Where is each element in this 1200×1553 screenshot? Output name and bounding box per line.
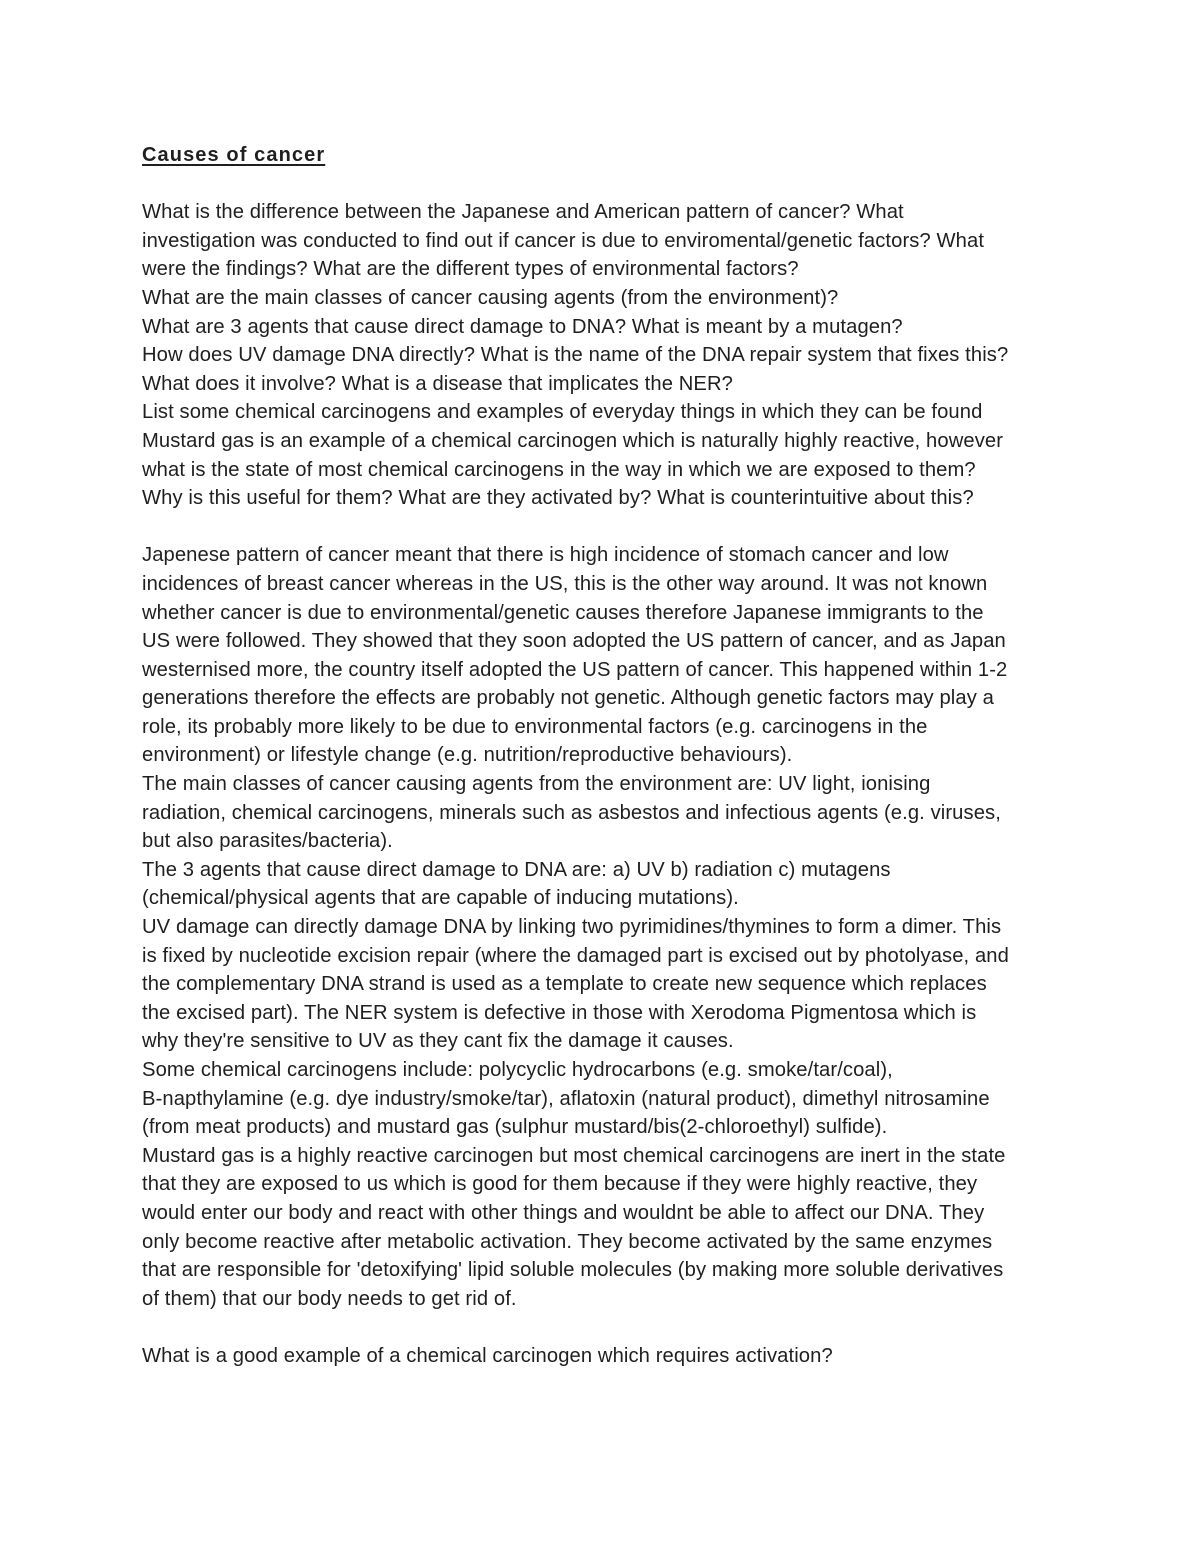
answer-line: Some chemical carcinogens include: polycyclic hydrocarbons (e.g. smoke/tar/coal), [142, 1059, 893, 1081]
answer-line: that they are exposed to us which is good for them because if they were highly reactive, they [142, 1173, 978, 1196]
questions-block [142, 198, 1072, 513]
answer-line: the excised part). The NER system is defective in those with Xerodoma Pigmentosa which is [142, 1001, 977, 1024]
answers-block [142, 541, 1072, 1313]
blank-line [142, 170, 1072, 199]
question-line: were the findings? What are the different types of environmental factors? [142, 258, 799, 281]
question-line: How does UV damage DNA directly? What is the name of the DNA repair system that fixes this? [142, 344, 1009, 367]
question-line: What does it involve? What is a disease that implicates the NER? [142, 372, 733, 395]
question-line: Why is this useful for them? What are they activated by? What is counterintuitive about this? [142, 487, 974, 510]
answer-line: B-napthylamine (e.g. dye industry/smoke/tar), aflatoxin (natural product), dimethyl nitrosamine [142, 1087, 990, 1110]
answer-line: that are responsible for 'detoxifying' lipid soluble molecules (by making more soluble derivatives [142, 1259, 1004, 1282]
question-line: What are the main classes of cancer causing agents (from the environment)? [142, 286, 839, 309]
answer-line: (from meat products) and mustard gas (sulphur mustard/bis(2-chloroethyl) sulfide). [142, 1116, 888, 1139]
answer-line: why they're sensitive to UV as they cant fix the damage it causes. [142, 1030, 734, 1053]
answer-line: The 3 agents that cause direct damage to DNA are: a) UV b) radiation c) mutagens [142, 858, 891, 881]
answer-line: environment) or lifestyle change (e.g. nutrition/reproductive behaviours). [142, 744, 793, 767]
question-line: Mustard gas is an example of a chemical carcinogen which is naturally highly reactive, however [142, 429, 1004, 452]
answer-line: incidences of breast cancer whereas in the US, this is the other way around. It was not known [142, 572, 988, 595]
answer-line: whether cancer is due to environmental/genetic causes therefore Japanese immigrants to the [142, 601, 984, 624]
question-line: what is the state of most chemical carcinogens in the way in which we are exposed to them? [142, 458, 976, 481]
answer-line: role, its probably more likely to be due to environmental factors (e.g. carcinogens in the [142, 715, 928, 738]
answer-line: the complementary DNA strand is used as a template to create new sequence which replaces [142, 973, 987, 996]
answer-line: only become reactive after metabolic activation. They become activated by the same enzymes [142, 1230, 993, 1253]
answer-line: The main classes of cancer causing agents from the environment are: UV light, ionising [142, 773, 931, 796]
answer-line: radiation, chemical carcinogens, minerals such as asbestos and infectious agents (e.g. viruses, [142, 801, 1001, 824]
answer-line: of them) that our body needs to get rid of. [142, 1287, 517, 1310]
document-title: Causes of cancer [142, 144, 326, 166]
blank-line [142, 1313, 1072, 1342]
document-body [142, 141, 1072, 1371]
answer-line: (chemical/physical agents that are capable of inducing mutations). [142, 887, 739, 910]
answer-line: US were followed. They showed that they soon adopted the US pattern of cancer, and as Japan [142, 630, 1006, 653]
question-line: What is the difference between the Japanese and American pattern of cancer? What [142, 201, 904, 224]
answer-line: Japenese pattern of cancer meant that there is high incidence of stomach cancer and low [142, 544, 949, 567]
answer-line: westernised more, the country itself adopted the US pattern of cancer. This happened within 1-2 [142, 658, 1008, 681]
answer-line: but also parasites/bacteria). [142, 830, 393, 853]
blank-line [142, 513, 1072, 542]
question-line: investigation was conducted to find out if cancer is due to enviromental/genetic factors? What [142, 229, 985, 252]
question-line: List some chemical carcinogens and examples of everyday things in which they can be found [142, 401, 983, 424]
answer-line: is fixed by nucleotide excision repair (where the damaged part is excised out by photolyase, and [142, 944, 1009, 967]
question-line: What are 3 agents that cause direct damage to DNA? What is meant by a mutagen? [142, 315, 903, 338]
answer-line: generations therefore the effects are probably not genetic. Although genetic factors may play a [142, 687, 994, 710]
final-question: What is a good example of a chemical carcinogen which requires activation? [142, 1344, 833, 1367]
answer-line: would enter our body and react with other things and wouldnt be able to affect our DNA. They [142, 1201, 985, 1224]
answer-line: Mustard gas is a highly reactive carcinogen but most chemical carcinogens are inert in the state [142, 1144, 1006, 1167]
answer-line: UV damage can directly damage DNA by linking two pyrimidines/thymines to form a dimer. This [142, 916, 1002, 939]
